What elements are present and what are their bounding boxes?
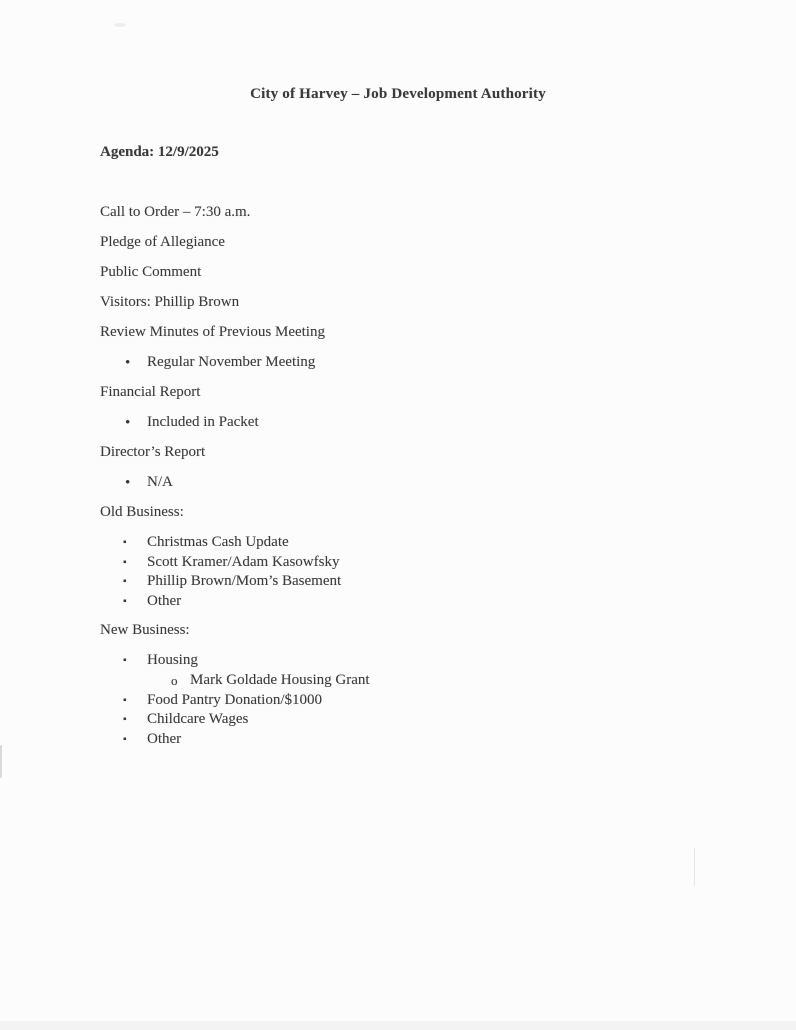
square-bullet-icon: ▪ xyxy=(123,733,127,745)
agenda-line xyxy=(100,234,756,264)
agenda-line xyxy=(100,504,756,534)
agenda-line xyxy=(100,731,756,751)
bullet-bullet-icon: • xyxy=(125,355,131,371)
agenda-line xyxy=(100,622,756,652)
square-bullet-icon: ▪ xyxy=(123,595,127,607)
agenda-line-text: Call to Order – 7:30 a.m. xyxy=(100,204,251,220)
agenda-line xyxy=(100,692,756,712)
agenda-line-text: Review Minutes of Previous Meeting xyxy=(100,324,325,340)
agenda-line xyxy=(100,534,756,554)
agenda-line xyxy=(100,711,756,731)
agenda-line xyxy=(100,593,756,613)
document-title: City of Harvey – Job Development Authority xyxy=(250,86,546,102)
scan-edge xyxy=(0,1021,796,1030)
agenda-line-text: New Business: xyxy=(100,622,190,638)
agenda-line xyxy=(100,554,756,574)
agenda-line-text: Christmas Cash Update xyxy=(147,534,289,550)
square-bullet-icon: ▪ xyxy=(123,655,127,666)
agenda-line xyxy=(100,264,756,294)
agenda-line xyxy=(100,672,756,692)
agenda-line xyxy=(100,573,756,593)
agenda-line-text: Included in Packet xyxy=(147,414,259,430)
agenda-line xyxy=(100,324,756,354)
scan-artifact xyxy=(114,23,126,27)
agenda-line-text: Housing xyxy=(147,652,198,668)
agenda-line-text: Old Business: xyxy=(100,504,184,520)
bullet-bullet-icon: • xyxy=(125,415,131,431)
agenda-line-text: Food Pantry Donation/$1000 xyxy=(147,691,322,708)
agenda-line xyxy=(100,652,756,672)
agenda-date-heading: Agenda: 12/9/2025 xyxy=(100,144,219,160)
agenda-line-text: Director’s Report xyxy=(100,444,206,460)
agenda-line xyxy=(100,444,756,474)
scan-artifact xyxy=(694,848,695,886)
agenda-line-text: Visitors: Phillip Brown xyxy=(100,294,240,310)
agenda-line-text: Mark Goldade Housing Grant xyxy=(190,671,370,688)
agenda-line-text: Regular November Meeting xyxy=(147,354,316,370)
square-bullet-icon: ▪ xyxy=(123,537,127,548)
agenda-line-text: Other xyxy=(147,730,182,747)
bullet-bullet-icon: • xyxy=(125,475,131,491)
agenda-line xyxy=(100,474,756,504)
agenda-body xyxy=(100,204,756,750)
agenda-line-text: Financial Report xyxy=(100,384,201,400)
agenda-line-text: Other xyxy=(147,592,182,609)
agenda-line xyxy=(100,414,756,444)
square-bullet-icon: ▪ xyxy=(123,694,127,706)
agenda-line xyxy=(100,204,756,234)
agenda-line-text: Public Comment xyxy=(100,264,202,280)
agenda-line-text: Pledge of Allegiance xyxy=(100,234,225,250)
agenda-line-text: Phillip Brown/Mom’s Basement xyxy=(147,573,342,589)
agenda-line-text: Scott Kramer/Adam Kasowfsky xyxy=(147,553,340,570)
agenda-line xyxy=(100,354,756,384)
agenda-line-text: N/A xyxy=(147,474,173,490)
scan-artifact xyxy=(0,745,2,778)
agenda-line-text: Childcare Wages xyxy=(147,711,249,727)
square-bullet-icon: ▪ xyxy=(123,556,127,568)
agenda-line xyxy=(100,294,756,324)
circle-bullet-icon: o xyxy=(171,672,178,688)
square-bullet-icon: ▪ xyxy=(123,714,127,725)
square-bullet-icon: ▪ xyxy=(123,576,127,587)
agenda-line xyxy=(100,384,756,414)
